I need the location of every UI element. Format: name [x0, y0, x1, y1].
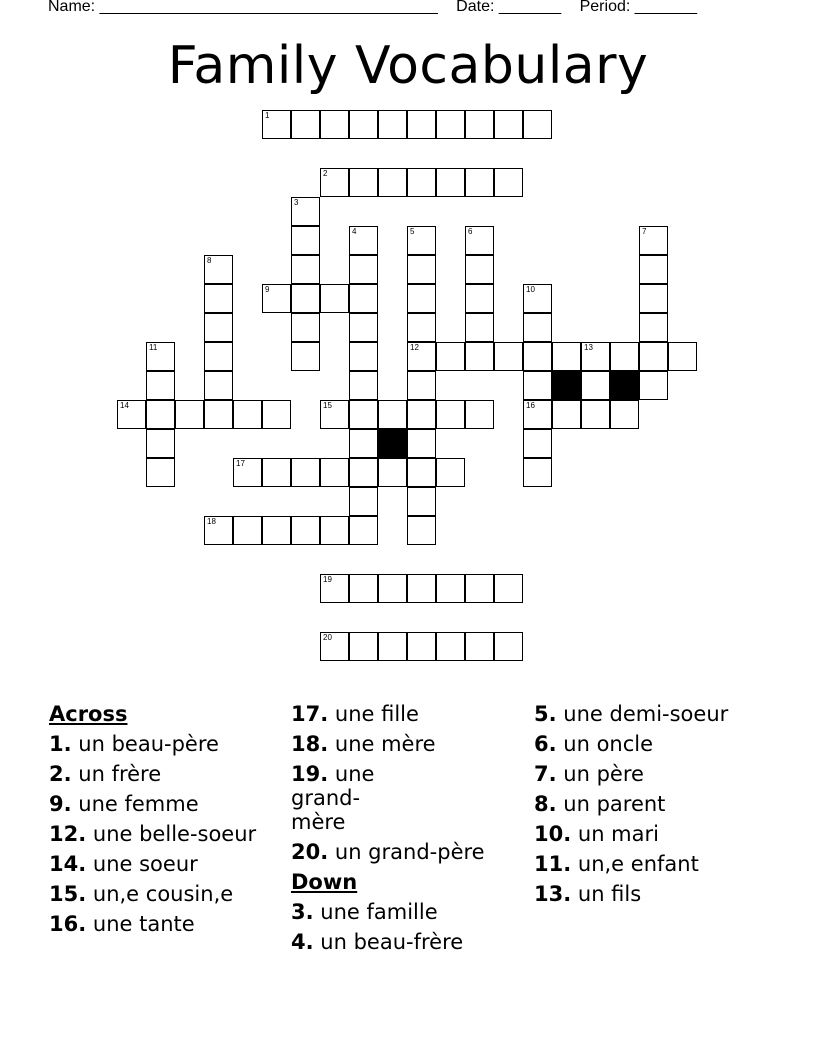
clue-number: 12 [410, 343, 419, 352]
grid-cell[interactable] [117, 400, 146, 429]
clue-number: 15 [323, 401, 332, 410]
grid-cell[interactable] [465, 110, 494, 139]
grid-cell[interactable] [407, 429, 436, 458]
grid-cell[interactable] [465, 284, 494, 313]
grid-cell[interactable] [436, 400, 465, 429]
clue-down-13: 13. un fils [534, 882, 642, 906]
period-field-label: Period: _______ [579, 0, 698, 15]
name-field-label: Name: ______________________________________ [48, 0, 438, 15]
clue-across-1: 1. un beau-père [49, 732, 219, 756]
grid-cell[interactable] [639, 371, 668, 400]
grid-cell[interactable] [407, 255, 436, 284]
grid-cell[interactable] [494, 632, 523, 661]
grid-cell[interactable] [523, 429, 552, 458]
grid-cell[interactable] [349, 313, 378, 342]
grid-cell[interactable] [465, 226, 494, 255]
grid-cell[interactable] [407, 400, 436, 429]
grid-cell[interactable] [610, 400, 639, 429]
grid-cell[interactable] [378, 458, 407, 487]
clue-number: 1 [265, 111, 270, 120]
grid-cell[interactable] [552, 342, 581, 371]
clue-column-1 [49, 702, 289, 942]
grid-cell[interactable] [494, 168, 523, 197]
clue-number: 11 [149, 343, 158, 352]
grid-cell[interactable] [639, 255, 668, 284]
grid-cell[interactable] [581, 371, 610, 400]
grid-cell[interactable] [639, 226, 668, 255]
grid-cell[interactable] [407, 226, 436, 255]
grid-cell[interactable] [262, 110, 291, 139]
grid-cell[interactable] [407, 168, 436, 197]
grid-cell[interactable] [262, 516, 291, 545]
grid-cell[interactable] [204, 255, 233, 284]
grid-cell[interactable] [291, 110, 320, 139]
grid-cell[interactable] [465, 168, 494, 197]
grid-cell[interactable] [349, 574, 378, 603]
grid-cell[interactable] [639, 342, 668, 371]
grid-cell[interactable] [407, 458, 436, 487]
clue-column-3 [534, 702, 774, 912]
grid-cell[interactable] [610, 342, 639, 371]
grid-cell[interactable] [146, 400, 175, 429]
grid-cell[interactable] [146, 429, 175, 458]
grid-cell[interactable] [204, 400, 233, 429]
grid-cell[interactable] [320, 516, 349, 545]
grid-cell[interactable] [320, 574, 349, 603]
clue-number: 6 [468, 227, 473, 236]
clue-down-7: 7. un père [534, 762, 644, 786]
clue-across-9: 9. une femme [49, 792, 199, 816]
grid-cell[interactable] [349, 400, 378, 429]
black-cell [552, 371, 581, 400]
grid-cell[interactable] [581, 342, 610, 371]
grid-cell[interactable] [349, 429, 378, 458]
grid-cell[interactable] [349, 458, 378, 487]
clue-down-8: 8. un parent [534, 792, 666, 816]
grid-cell[interactable] [233, 516, 262, 545]
grid-cell[interactable] [407, 574, 436, 603]
clue-number: 13 [584, 343, 593, 352]
grid-cell[interactable] [523, 284, 552, 313]
clue-number: 5 [410, 227, 415, 236]
grid-cell[interactable] [262, 400, 291, 429]
grid-cell[interactable] [523, 458, 552, 487]
grid-cell[interactable] [523, 110, 552, 139]
grid-cell[interactable] [465, 574, 494, 603]
grid-cell[interactable] [523, 342, 552, 371]
grid-cell[interactable] [494, 342, 523, 371]
clue-down-4: 4. un beau-frère [291, 930, 464, 954]
clue-number: 2 [323, 169, 328, 178]
grid-cell[interactable] [320, 168, 349, 197]
grid-cell[interactable] [465, 313, 494, 342]
grid-cell[interactable] [436, 458, 465, 487]
grid-cell[interactable] [494, 574, 523, 603]
clue-across-12: 12. une belle-soeur [49, 822, 257, 846]
grid-cell[interactable] [494, 110, 523, 139]
grid-cell[interactable] [175, 400, 204, 429]
clue-number: 19 [323, 575, 332, 584]
clue-number: 9 [265, 285, 270, 294]
grid-cell[interactable] [320, 110, 349, 139]
across-heading: Across [49, 702, 128, 726]
grid-cell[interactable] [378, 400, 407, 429]
clue-across-16: 16. une tante [49, 912, 195, 936]
grid-cell[interactable] [523, 313, 552, 342]
grid-cell[interactable] [523, 371, 552, 400]
grid-cell[interactable] [320, 400, 349, 429]
grid-cell[interactable] [436, 168, 465, 197]
page-title: Family Vocabulary [167, 36, 649, 96]
grid-cell[interactable] [291, 255, 320, 284]
clue-across-19: 19. une grand-mère [291, 762, 375, 834]
clue-down-6: 6. un oncle [534, 732, 654, 756]
grid-cell[interactable] [146, 342, 175, 371]
grid-cell[interactable] [349, 516, 378, 545]
grid-cell[interactable] [349, 487, 378, 516]
grid-cell[interactable] [465, 400, 494, 429]
grid-cell[interactable] [204, 342, 233, 371]
grid-cell[interactable] [378, 110, 407, 139]
grid-cell[interactable] [523, 400, 552, 429]
grid-cell[interactable] [233, 458, 262, 487]
grid-cell[interactable] [349, 342, 378, 371]
clue-across-2: 2. un frère [49, 762, 162, 786]
grid-cell[interactable] [291, 313, 320, 342]
clue-column-2 [291, 702, 521, 960]
grid-cell[interactable] [204, 313, 233, 342]
grid-cell[interactable] [349, 110, 378, 139]
grid-cell[interactable] [639, 284, 668, 313]
clue-across-15: 15. un,e cousin,e [49, 882, 234, 906]
grid-cell[interactable] [349, 168, 378, 197]
grid-cell[interactable] [349, 226, 378, 255]
grid-cell[interactable] [204, 371, 233, 400]
grid-cell[interactable] [465, 255, 494, 284]
clue-number: 20 [323, 633, 332, 642]
grid-cell[interactable] [668, 342, 697, 371]
grid-cell[interactable] [407, 313, 436, 342]
down-heading: Down [291, 870, 358, 894]
clue-number: 7 [642, 227, 647, 236]
grid-cell[interactable] [378, 632, 407, 661]
grid-cell[interactable] [436, 342, 465, 371]
grid-cell[interactable] [407, 487, 436, 516]
grid-cell[interactable] [320, 632, 349, 661]
grid-cell[interactable] [552, 400, 581, 429]
grid-cell[interactable] [407, 342, 436, 371]
grid-cell[interactable] [378, 168, 407, 197]
clue-across-14: 14. une soeur [49, 852, 198, 876]
grid-cell[interactable] [291, 342, 320, 371]
clue-number: 17 [236, 459, 245, 468]
grid-cell[interactable] [320, 458, 349, 487]
clue-down-11: 11. un,e enfant [534, 852, 699, 876]
grid-cell[interactable] [291, 458, 320, 487]
grid-cell[interactable] [378, 574, 407, 603]
grid-cell[interactable] [581, 400, 610, 429]
grid-cell[interactable] [291, 197, 320, 226]
grid-cell[interactable] [204, 516, 233, 545]
clue-across-17: 17. une fille [291, 702, 419, 726]
clue-down-10: 10. un mari [534, 822, 659, 846]
grid-cell[interactable] [407, 284, 436, 313]
grid-cell[interactable] [436, 632, 465, 661]
grid-cell[interactable] [349, 255, 378, 284]
grid-cell[interactable] [349, 371, 378, 400]
clue-down-5: 5. une demi-soeur [534, 702, 729, 726]
clue-number: 4 [352, 227, 357, 236]
clue-number: 10 [526, 285, 535, 294]
date-field-label: Date: _______ [456, 0, 562, 15]
grid-cell[interactable] [407, 110, 436, 139]
grid-cell[interactable] [291, 516, 320, 545]
grid-cell[interactable] [146, 458, 175, 487]
clue-down-3: 3. une famille [291, 900, 438, 924]
grid-cell[interactable] [465, 632, 494, 661]
grid-cell[interactable] [291, 226, 320, 255]
grid-cell[interactable] [233, 400, 262, 429]
clue-number: 16 [526, 401, 535, 410]
clue-across-18: 18. une mère [291, 732, 436, 756]
grid-cell[interactable] [204, 284, 233, 313]
grid-cell[interactable] [407, 516, 436, 545]
grid-cell[interactable] [349, 284, 378, 313]
grid-cell[interactable] [262, 284, 291, 313]
clue-number: 3 [294, 198, 299, 207]
grid-cell[interactable] [407, 371, 436, 400]
grid-cell[interactable] [291, 284, 320, 313]
clue-number: 8 [207, 256, 212, 265]
black-cell [378, 429, 407, 458]
black-cell [610, 371, 639, 400]
clue-number: 14 [120, 401, 129, 410]
clue-across-20: 20. un grand-père [291, 840, 485, 864]
grid-cell[interactable] [407, 632, 436, 661]
grid-cell[interactable] [262, 458, 291, 487]
grid-cell[interactable] [465, 342, 494, 371]
grid-cell[interactable] [320, 284, 349, 313]
grid-cell[interactable] [436, 574, 465, 603]
clue-number: 18 [207, 517, 216, 526]
grid-cell[interactable] [146, 371, 175, 400]
grid-cell[interactable] [436, 110, 465, 139]
grid-cell[interactable] [349, 632, 378, 661]
grid-cell[interactable] [639, 313, 668, 342]
